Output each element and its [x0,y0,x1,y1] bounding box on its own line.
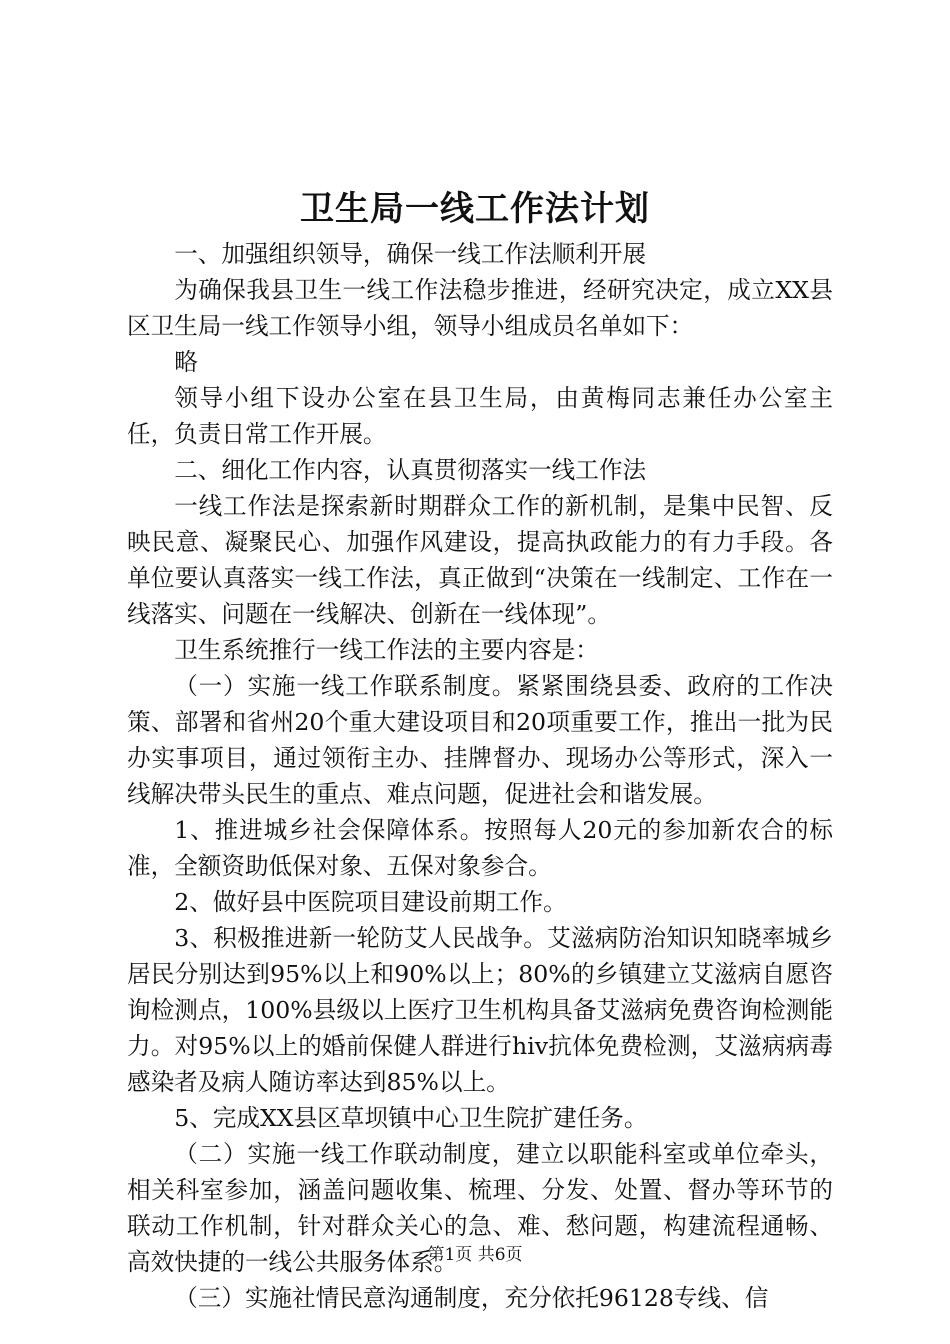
page-footer: 第1页 共6页 [427,1245,523,1265]
body-paragraph: 一线工作法是探索新时期群众工作的新机制，是集中民智、反映民意、凝聚民心、加强作风建设，提高执政能力的有力手段。各单位要认真落实一线工作法，真正做到“决策在一线制定、工作在一线落实、问题在一线解决、创新在一线体现”。 [127,492,833,628]
document-body [127,236,833,1316]
body-paragraph: （三）实施社情民意沟通制度，充分依托96128专线、信 [174,1284,769,1312]
list-item: 5、完成XX县区草坝镇中心卫生院扩建任务。 [174,1104,648,1132]
body-paragraph: （二）实施一线工作联动制度，建立以职能科室或单位牵头，相关科室参加，涵盖问题收集、梳理、分发、处置、督办等环节的联动工作机制，针对群众关心的急、难、愁问题，构建流程通畅、高效快捷的一线公共服务体系。 [127,1140,833,1276]
section-heading-1: 一、加强组织领导，确保一线工作法顺利开展 [174,240,647,268]
document-title: 卫生局一线工作法计划 [300,189,650,229]
list-item: 3、积极推进新一轮防艾人民战争。艾滋病防治知识知晓率城乡居民分别达到95%以上和90%以上；80%的乡镇建立艾滋病自愿咨询检测点，100%县级以上医疗卫生机构具备艾滋病免费咨询检测能力。对95%以上的婚前保健人群进行hiv抗体免费检测，艾滋病病毒感染者及病人随访率达到85%以上。 [127,924,833,1096]
body-paragraph: 略 [174,348,198,376]
body-paragraph: 卫生系统推行一线工作法的主要内容是： [174,636,599,664]
body-paragraph: 为确保我县卫生一线工作法稳步推进，经研究决定，成立XX县区卫生局一线工作领导小组，领导小组成员名单如下： [127,276,833,340]
list-item: 1、推进城乡社会保障体系。按照每人20元的参加新农合的标准，全额资助低保对象、五保对象参合。 [127,816,833,880]
list-item: 2、做好县中医院项目建设前期工作。 [174,888,567,916]
section-heading-2: 二、细化工作内容，认真贯彻落实一线工作法 [174,456,647,484]
body-paragraph: 领导小组下设办公室在县卫生局，由黄梅同志兼任办公室主任，负责日常工作开展。 [127,384,833,448]
body-paragraph: （一）实施一线工作联系制度。紧紧围绕县委、政府的工作决策、部署和省州20个重大建设项目和20项重要工作，推出一批为民办实事项目，通过领衔主办、挂牌督办、现场办公等形式，深入一线解决带头民生的重点、难点问题，促进社会和谐发展。 [127,672,833,808]
